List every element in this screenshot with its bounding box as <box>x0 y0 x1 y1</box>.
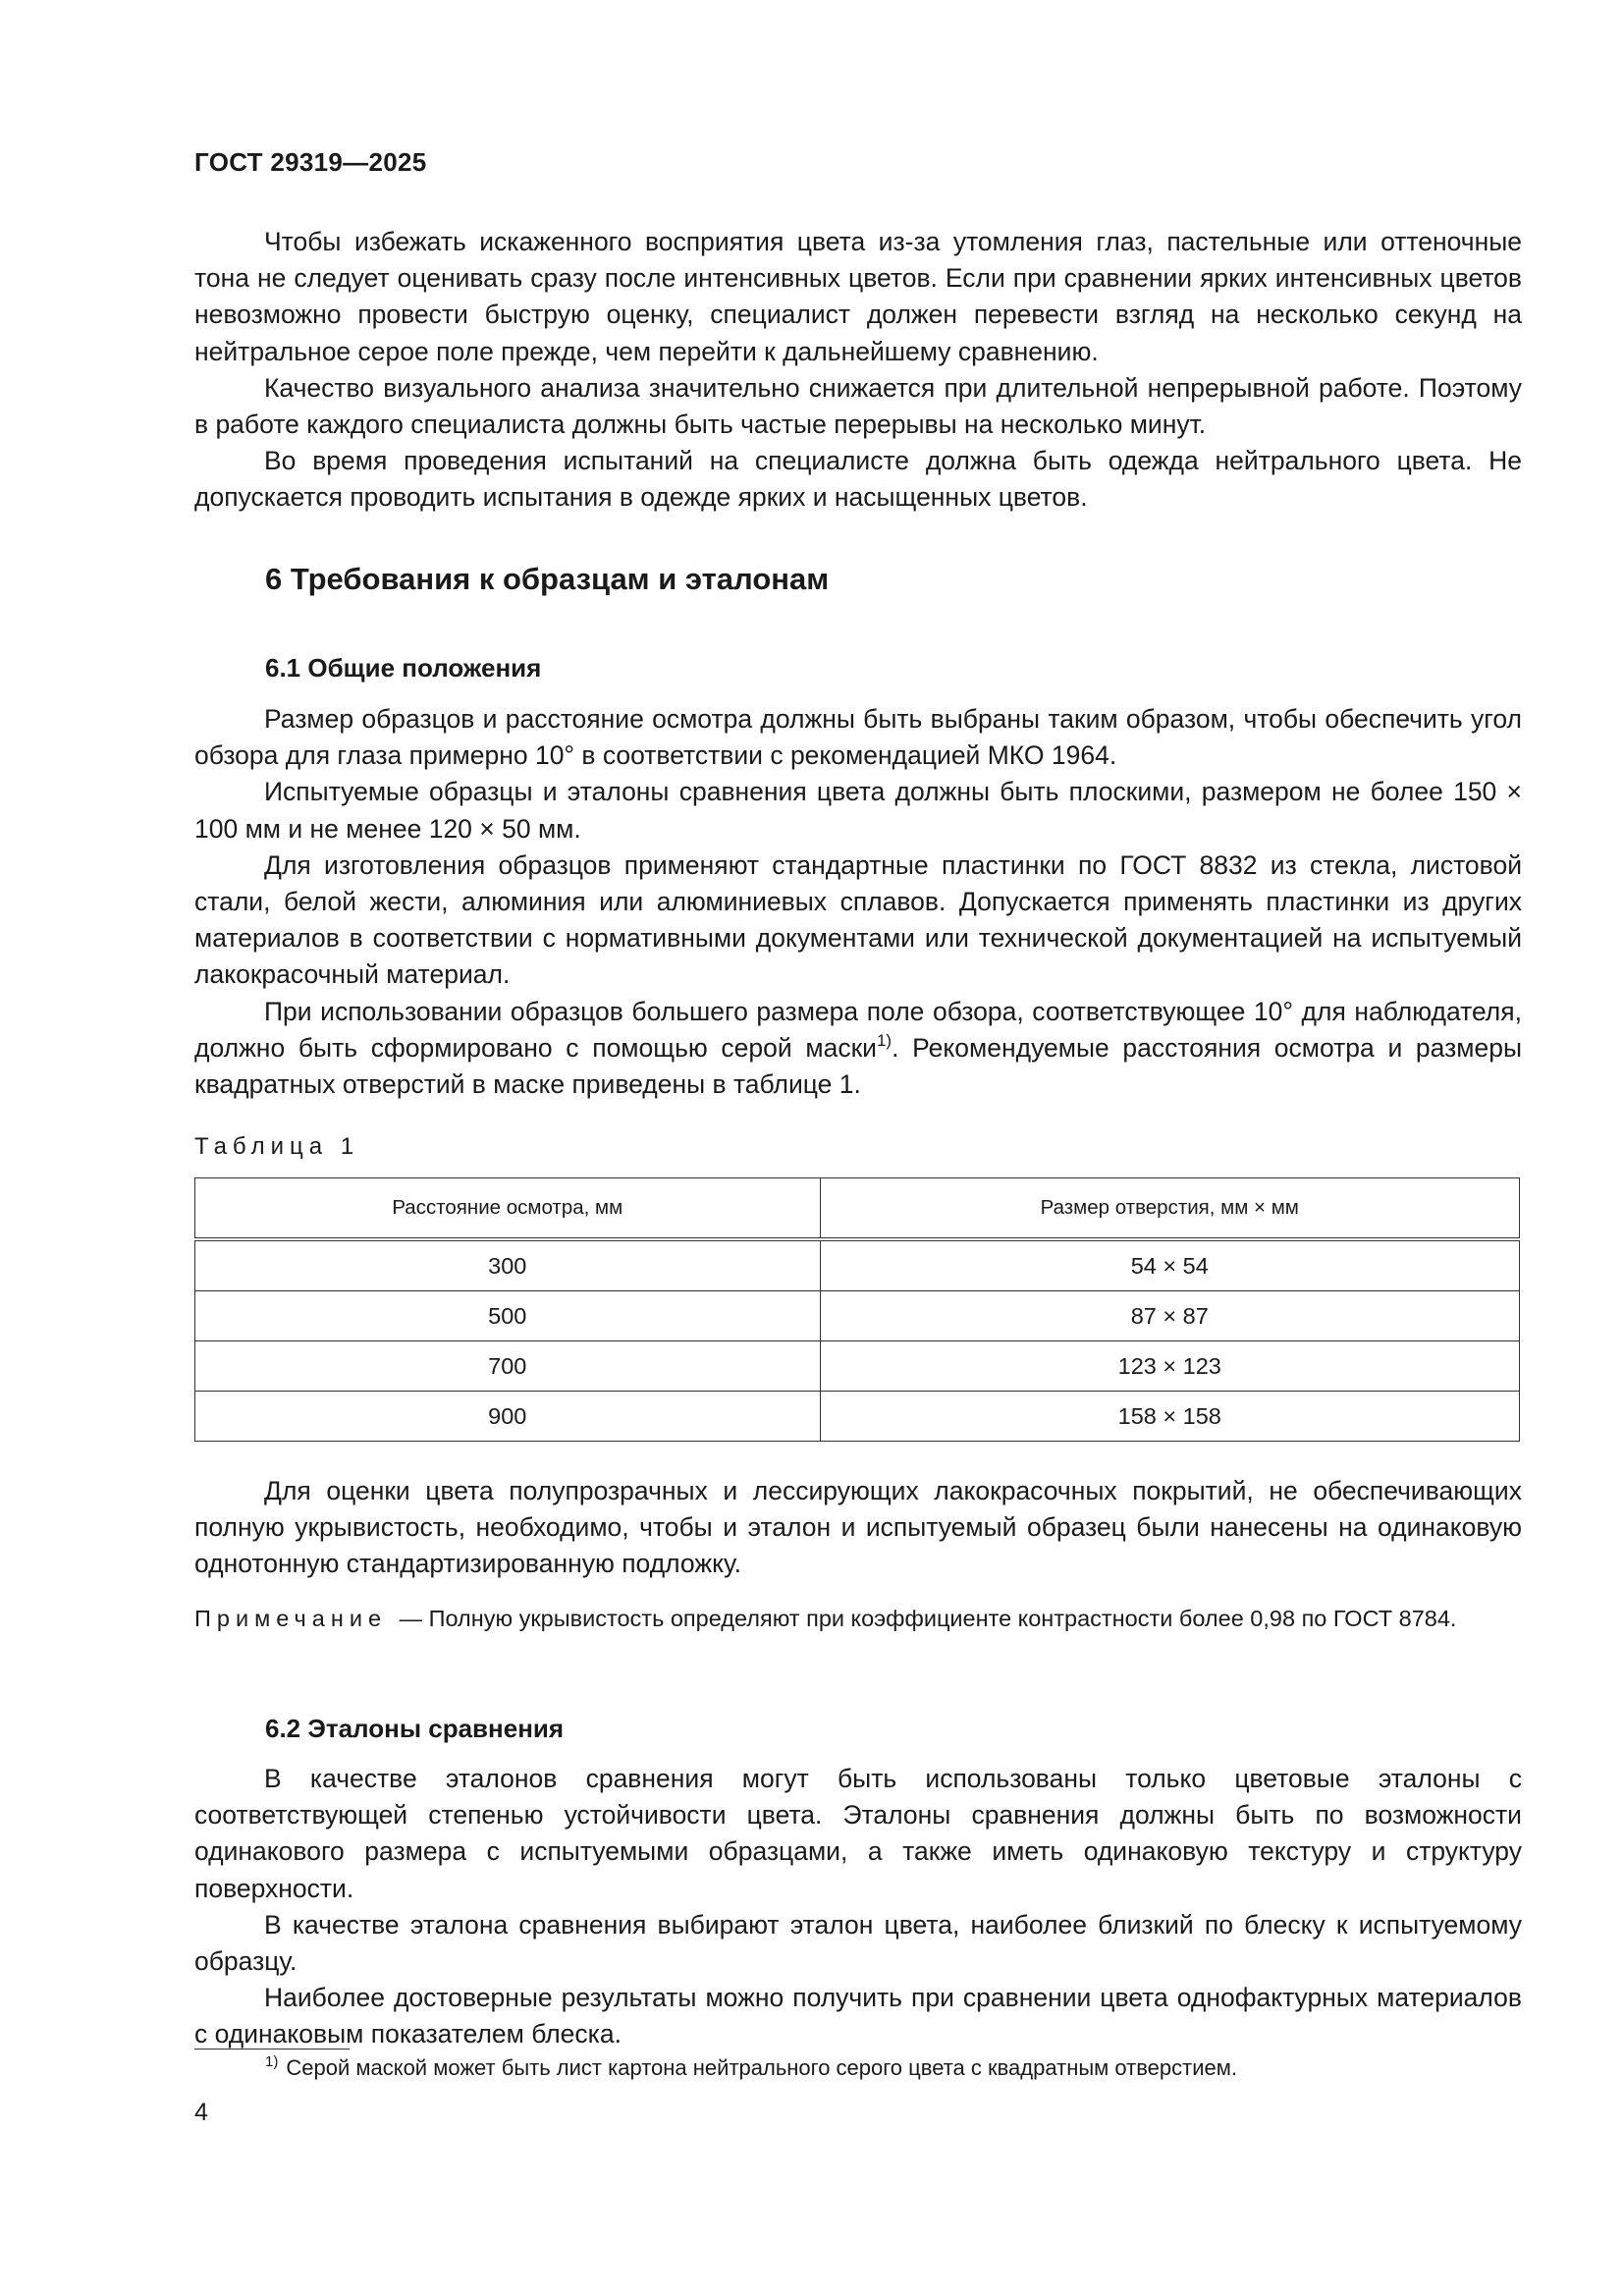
table-cell: 123 × 123 <box>820 1341 1519 1392</box>
table-row <box>195 1392 1520 1442</box>
section-6-2-heading: 6.2 Эталоны сравнения <box>265 1714 565 1743</box>
paragraph-part: При использовании образцов большего размера поле обзора, соответствующее 10° для наблюдателя, должно быть сформировано с помощью серой маски <box>194 996 1522 1063</box>
paragraph: Размер образцов и расстояние осмотра должны быть выбраны таким образом, чтобы обеспечить угол обзора для глаза примерно 10° в соответствии с рекомендацией МКО 1964. <box>194 704 1522 771</box>
section-6-1-text <box>194 701 1522 1103</box>
intro-text <box>194 224 1522 517</box>
table-cell: 300 <box>195 1239 821 1291</box>
note-label: Примечание <box>194 1606 388 1631</box>
footnote-text: Серой маской может быть лист картона нейтрального серого цвета с квадратным отверстием. <box>286 2055 1237 2080</box>
paragraph <box>194 994 1522 1104</box>
page-number: 4 <box>194 2099 208 2126</box>
table-row <box>195 1291 1520 1341</box>
table-row <box>195 1341 1520 1392</box>
table-cell: 158 × 158 <box>820 1392 1519 1442</box>
footnote-ref[interactable]: 1) <box>876 1030 893 1050</box>
table-cell: 700 <box>195 1341 821 1392</box>
table-caption: Таблица 1 <box>194 1133 360 1160</box>
footnote-divider <box>194 2049 350 2050</box>
table-header-row <box>195 1178 1520 1240</box>
section-6-1-heading: 6.1 Общие положения <box>265 653 542 683</box>
note <box>194 1602 1522 1635</box>
table-cell: 87 × 87 <box>820 1291 1519 1341</box>
distance-table <box>194 1177 1520 1442</box>
paragraph: Чтобы избежать искаженного восприятия цвета из-за утомления глаз, пастельные или оттеночные тона не следует оценивать сразу после интенсивных цветов. Если при сравнении ярких интенсивных цветов невозможно провести быструю оценку, специалист должен перевести взгляд на несколько секунд на нейтральное серое поле прежде, чем перейти к дальнейшему сравнению. <box>194 227 1522 366</box>
table-cell: 54 × 54 <box>820 1239 1519 1291</box>
paragraph: Испытуемые образцы и эталоны сравнения цвета должны быть плоскими, размером не более 150 × 100 мм и не менее 120 × 50 мм. <box>194 777 1522 844</box>
document-header: ГОСТ 29319—2025 <box>194 147 427 177</box>
table-header-cell: Расстояние осмотра, мм <box>195 1178 821 1240</box>
table-row <box>195 1239 1520 1291</box>
table-cell: 500 <box>195 1291 821 1341</box>
note-text: — Полную укрывистость определяют при коэффициенте контрастности более 0,98 по ГОСТ 8784. <box>399 1606 1457 1631</box>
section-6-1-text-after-table <box>194 1473 1522 1583</box>
section-6-heading: 6 Требования к образцам и эталонам <box>265 562 830 596</box>
paragraph: Для изготовления образцов применяют стандартные пластинки по ГОСТ 8832 из стекла, листовой стали, белой жести, алюминия или алюминиевых сплавов. Допускается применять пластинки из других материалов в соответствии с нормативными документами или технической документацией на испытуемый лакокрасочный материал. <box>194 849 1522 990</box>
footnote-marker: 1) <box>265 2053 279 2070</box>
section-6-2-text <box>194 1761 1522 2053</box>
paragraph: Для оценки цвета полупрозрачных и лессирующих лакокрасочных покрытий, не обеспечивающих полную укрывистость, необходимо, чтобы и эталон и испытуемый образец были нанесены на одинаковую однотонную стандартизированную подложку. <box>194 1476 1522 1579</box>
table-header-cell: Размер отверстия, мм × мм <box>820 1178 1519 1240</box>
footnote <box>265 2055 1237 2081</box>
paragraph: Наиболее достоверные результаты можно получить при сравнении цвета однофактурных материалов с одинаковым показателем блеска. <box>194 1983 1522 2050</box>
paragraph: Качество визуального анализа значительно снижается при длительной непрерывной работе. Поэтому в работе каждого специалиста должны быть частые перерывы на несколько минут. <box>194 372 1522 440</box>
paragraph: В качестве эталона сравнения выбирают эталон цвета, наиболее близкий по блеску к испытуемому образцу. <box>194 1909 1522 1977</box>
table-cell: 900 <box>195 1392 821 1442</box>
paragraph: Во время проведения испытаний на специалисте должна быть одежда нейтрального цвета. Не допускается проводить испытания в одежде ярких и насыщенных цветов. <box>194 446 1522 513</box>
paragraph-part: . Рекомендуемые расстояния осмотра и размеры квадратных отверстий в маске приведены в таблице 1. <box>194 1032 1522 1100</box>
paragraph: В качестве эталонов сравнения могут быть использованы только цветовые эталоны с соответствующей степенью устойчивости цвета. Эталоны сравнения должны быть по возможности одинакового размера с испытуемыми образцами, а также иметь одинаковую текстуру и структуру поверхности. <box>194 1764 1522 1903</box>
